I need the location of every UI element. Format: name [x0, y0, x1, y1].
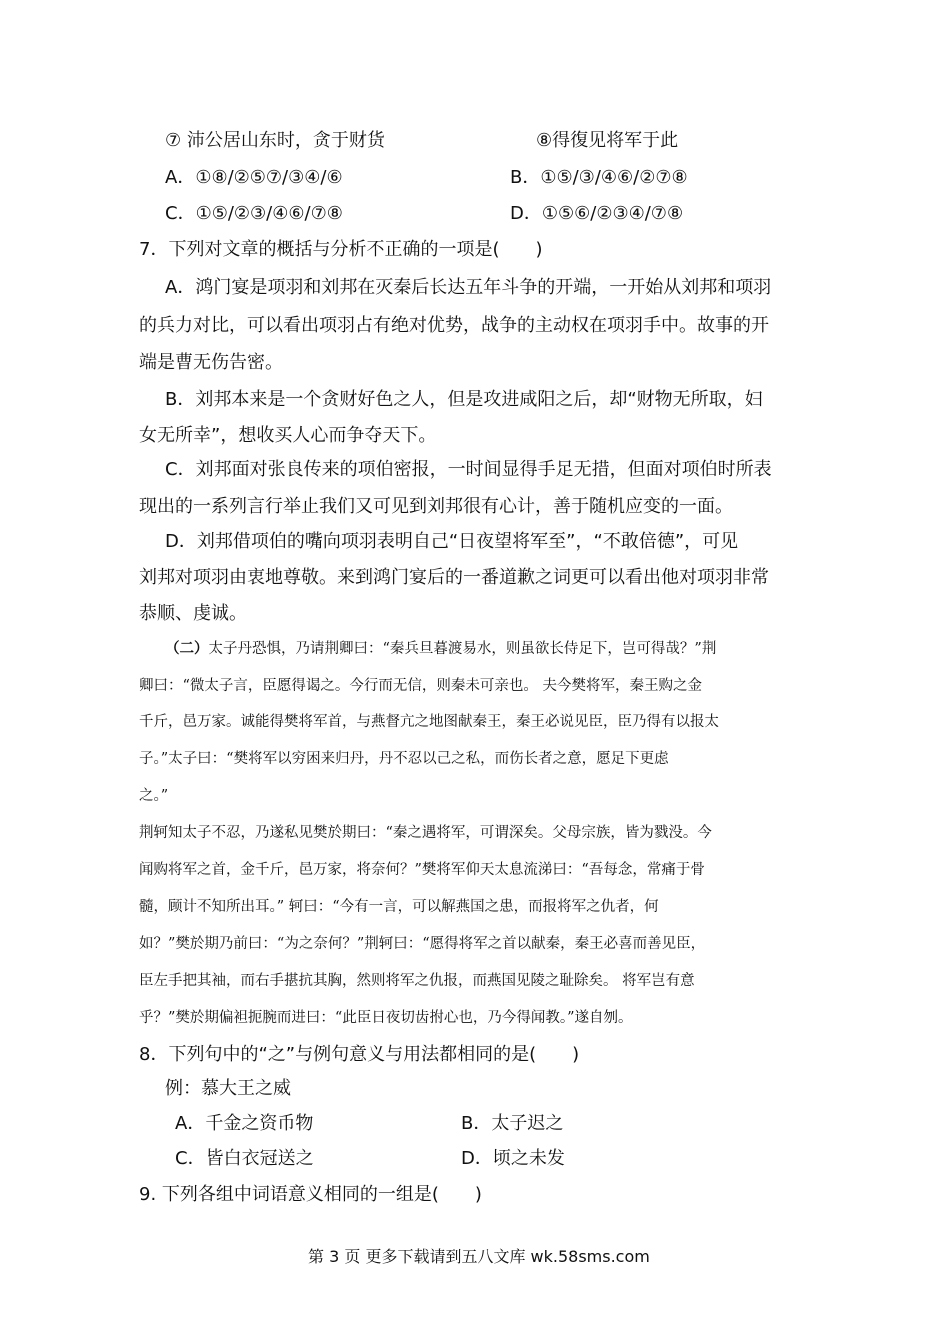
q7-option-d-line: 恭顺、虔诚。 — [139, 603, 247, 624]
passage-line: 千斤，邑万家。诚能得樊将军首，与燕督亢之地图献秦王，秦王必说见臣，臣乃得有以报太 — [139, 714, 719, 730]
q6-option-a: A．①⑧/②⑤⑦/③④/⑥ — [165, 167, 343, 188]
q7-option-b-line: B．刘邦本来是一个贪财好色之人，但是攻进咸阳之后，却“财物无所取，妇 — [165, 389, 763, 410]
q7-stem: 7．下列对文章的概括与分析不正确的一项是( ) — [139, 239, 543, 260]
q7-option-c-line: C．刘邦面对张良传来的项伯密报，一时间显得手足无措，但面对项伯时所表 — [165, 459, 772, 480]
passage-line: 之。” — [139, 788, 169, 804]
q8-option-d: D．顷之未发 — [461, 1148, 565, 1169]
passage-line: 臣左手把其袖，而右手揕抗其胸，然则将军之仇报，而燕国见陵之耻除矣。 将军岂有意 — [139, 973, 695, 989]
q7-option-d-line: 刘邦对项羽由衷地尊敬。来到鸿门宴后的一番道歉之词更可以看出他对项羽非常 — [139, 567, 769, 588]
q8-option-a: A．千金之资币物 — [175, 1113, 314, 1134]
q7-option-a-line: 端是曹无伤告密。 — [139, 352, 283, 373]
q6-option-d: D．①⑤⑥/②③④/⑦⑧ — [510, 203, 684, 224]
q8-stem: 8．下列句中的“之”与例句意义与用法都相同的是( ) — [139, 1044, 580, 1065]
page-footer: 第 3 页 更多下载请到五八文库 wk.58sms.com — [308, 1247, 650, 1266]
passage-line: 卿曰：“微太子言，臣愿得谒之。今行而无信，则秦未可亲也。 夫今樊将军，秦王购之金 — [139, 678, 703, 694]
passage-line: 子。”太子曰：“樊将军以穷困来归丹，丹不忍以己之私，而伤长者之意，愿足下更虑 — [139, 751, 669, 767]
passage-2-label: （二） — [165, 640, 209, 657]
passage-line: 太子丹恐惧，乃请荆卿曰：“秦兵旦暮渡易水，则虽欲长侍足下，岂可得哉？”荆 — [208, 641, 717, 657]
q6-option-b: B．①⑤/③/④⑥/②⑦⑧ — [510, 167, 688, 188]
passage-line: 髓，顾计不知所出耳。” 轲曰：“今有一言，可以解燕国之患，而报将军之仇者，何 — [139, 899, 659, 915]
q7-option-d-line: D．刘邦借项伯的嘴向项羽表明自己“日夜望将军至”，“不敢倍德”，可见 — [165, 531, 739, 552]
q7-option-b-line: 女无所幸”，想收买人心而争夺天下。 — [139, 425, 437, 446]
q8-option-b: B．太子迟之 — [461, 1113, 564, 1134]
q6-item-7: ⑦ 沛公居山东时，贪于财货 — [165, 130, 385, 151]
passage-line: 荆轲知太子不忍，乃遂私见樊於期曰：“秦之遇将军，可谓深矣。父母宗族，皆为戮没。今 — [139, 825, 712, 841]
q9-stem: 9. 下列各组中词语意义相同的一组是( ) — [139, 1184, 482, 1205]
passage-line: 闻购将军之首，金千斤，邑万家，将奈何？”樊将军仰天太息流涕曰：“吾每念，常痛于骨 — [139, 862, 705, 878]
q7-option-a-line: A．鸿门宴是项羽和刘邦在灭秦后长达五年斗争的开端，一开始从刘邦和项羽 — [165, 277, 772, 298]
passage-line: 如？”樊於期乃前曰：“为之奈何？”荆轲曰：“愿得将军之首以献秦，秦王必喜而善见臣， — [139, 936, 706, 952]
passage-2-first-line — [165, 637, 716, 658]
q7-option-c-line: 现出的一系列言行举止我们又可见到刘邦很有心计，善于随机应变的一面。 — [139, 496, 733, 517]
q8-option-c: C．皆白衣冠送之 — [175, 1148, 314, 1169]
q6-option-c: C．①⑤/②③/④⑥/⑦⑧ — [165, 203, 343, 224]
q8-example: 例：慕大王之威 — [165, 1078, 291, 1099]
q6-item-8: ⑧得復见将军于此 — [536, 130, 679, 151]
passage-line: 乎？”樊於期偏袒扼腕而进曰：“此臣日夜切齿拊心也，乃今得闻教。”遂自刎。 — [139, 1010, 633, 1026]
q7-option-a-line: 的兵力对比，可以看出项羽占有绝对优势，战争的主动权在项羽手中。故事的开 — [139, 315, 769, 336]
